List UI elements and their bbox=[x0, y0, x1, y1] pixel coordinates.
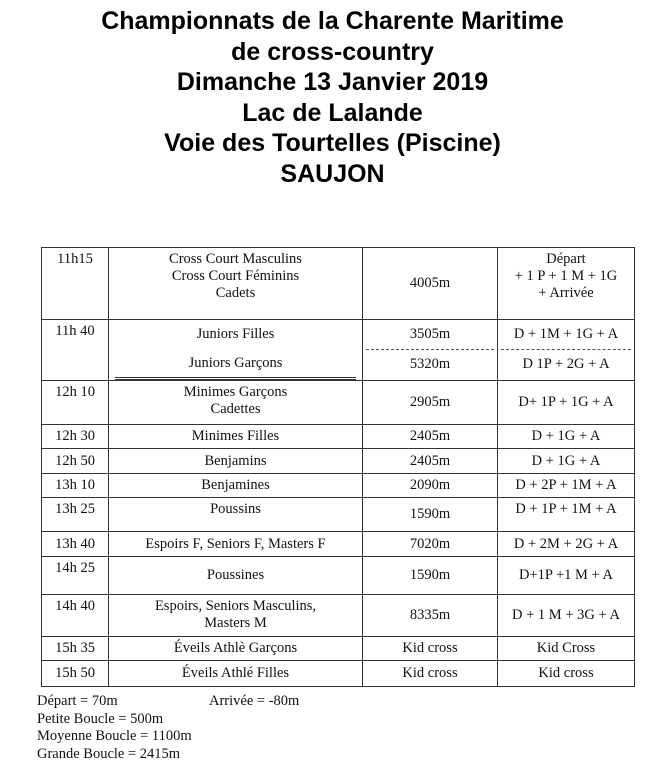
race-time: 12h 50 bbox=[42, 449, 109, 474]
legend-depart: Départ = 70m bbox=[37, 693, 118, 709]
schedule-table bbox=[41, 247, 635, 687]
race-category: Éveils Athlè Garçons bbox=[109, 637, 363, 661]
table-row bbox=[42, 557, 635, 595]
race-distance: 2405m bbox=[363, 425, 498, 449]
race-course: D + 2P + 1M + A bbox=[498, 474, 635, 498]
table-row bbox=[42, 637, 635, 661]
race-time: 15h 50 bbox=[42, 661, 109, 687]
table-row bbox=[42, 425, 635, 449]
race-distance: 2405m bbox=[363, 449, 498, 474]
race-distance: Kid cross bbox=[363, 637, 498, 661]
event-address: Voie des Tourtelles (Piscine) bbox=[164, 129, 501, 157]
race-time: 13h 25 bbox=[42, 498, 109, 532]
distance-value: 5320m bbox=[409, 355, 451, 372]
category-line: Poussins bbox=[210, 501, 261, 517]
race-time: 11h 40 bbox=[42, 320, 109, 381]
course-line: + 1 P + 1 M + 1G bbox=[514, 268, 618, 284]
category-line: Espoirs, Seniors Masculins, bbox=[154, 598, 317, 614]
legend-petite-boucle: Petite Boucle = 500m bbox=[37, 710, 164, 727]
document-title bbox=[0, 6, 665, 189]
course-line: D 1P + 2G + A bbox=[522, 355, 610, 372]
race-course: D+1P +1 M + A bbox=[498, 557, 635, 595]
race-distance: Kid cross bbox=[363, 661, 498, 687]
race-course: D + 2M + 2G + A bbox=[498, 532, 635, 557]
race-category bbox=[109, 248, 363, 320]
race-category: Benjamins bbox=[109, 449, 363, 474]
category-line: Juniors Filles bbox=[196, 326, 275, 342]
race-distance: 2905m bbox=[363, 381, 498, 425]
race-category: Éveils Athlé Filles bbox=[109, 661, 363, 687]
distance-legend bbox=[37, 693, 299, 763]
race-course: D + 1 M + 3G + A bbox=[498, 595, 635, 637]
table-row bbox=[42, 248, 635, 320]
table-row bbox=[42, 661, 635, 687]
event-venue: Lac de Lalande bbox=[242, 98, 423, 127]
race-distance: 1590m bbox=[363, 498, 498, 532]
legend-grande-boucle: Grande Boucle = 2415m bbox=[37, 745, 181, 762]
race-course bbox=[498, 248, 635, 320]
race-category: Minimes Filles bbox=[109, 425, 363, 449]
legend-arrivee: Arrivée = -80m bbox=[209, 693, 300, 709]
race-distance: 4005m bbox=[363, 248, 498, 320]
race-time: 12h 30 bbox=[42, 425, 109, 449]
category-line: Masters M bbox=[204, 615, 267, 631]
category-line: Cadets bbox=[215, 285, 256, 301]
race-course: D + 1G + A bbox=[498, 449, 635, 474]
category-line: Minimes Garçons bbox=[183, 384, 288, 400]
race-time: 14h 25 bbox=[42, 557, 109, 595]
course-line: + Arrivée bbox=[538, 285, 594, 301]
race-time: 11h15 bbox=[42, 248, 109, 320]
race-course: D + 1G + A bbox=[498, 425, 635, 449]
race-course: Kid Cross bbox=[498, 637, 635, 661]
race-course: Kid cross bbox=[498, 661, 635, 687]
race-time: 13h 40 bbox=[42, 532, 109, 557]
legend-moyenne-boucle: Moyenne Boucle = 1100m bbox=[37, 728, 192, 744]
course-line: D + 1P + 1M + A bbox=[515, 501, 617, 517]
race-category: Espoirs F, Seniors F, Masters F bbox=[109, 532, 363, 557]
race-category bbox=[109, 381, 363, 425]
title-line: de cross-country bbox=[231, 37, 434, 66]
category-line: Cross Court Masculins bbox=[169, 251, 302, 267]
table-row bbox=[42, 474, 635, 498]
race-category bbox=[109, 320, 363, 381]
distance-value: 3505m bbox=[409, 326, 451, 342]
table-row bbox=[42, 381, 635, 425]
event-date: Dimanche 13 Janvier 2019 bbox=[176, 68, 489, 96]
race-category bbox=[109, 595, 363, 637]
race-category: Poussines bbox=[109, 557, 363, 595]
category-line: Juniors Garçons bbox=[188, 354, 283, 371]
race-time: 14h 40 bbox=[42, 595, 109, 637]
race-category: Benjamines bbox=[109, 474, 363, 498]
race-course bbox=[498, 498, 635, 532]
race-distance: 2090m bbox=[363, 474, 498, 498]
race-time: 13h 10 bbox=[42, 474, 109, 498]
category-line: Cross Court Féminins bbox=[171, 268, 300, 284]
race-time: 12h 10 bbox=[42, 381, 109, 425]
table-row bbox=[42, 320, 635, 381]
course-line: D + 1M + 1G + A bbox=[513, 326, 619, 342]
table-row bbox=[42, 498, 635, 532]
title-line: Championnats de la Charente Maritime bbox=[101, 7, 564, 35]
table-row bbox=[42, 449, 635, 474]
event-city: SAUJON bbox=[280, 159, 385, 188]
race-category bbox=[109, 498, 363, 532]
table-row bbox=[42, 532, 635, 557]
race-distance: 8335m bbox=[363, 595, 498, 637]
category-line: Cadettes bbox=[210, 401, 261, 417]
table-row bbox=[42, 595, 635, 637]
race-course: D+ 1P + 1G + A bbox=[498, 381, 635, 425]
race-course bbox=[498, 320, 635, 381]
race-distance: 1590m bbox=[363, 557, 498, 595]
race-distance: 7020m bbox=[363, 532, 498, 557]
race-distance bbox=[363, 320, 498, 381]
course-line: Départ bbox=[546, 251, 586, 267]
race-time: 15h 35 bbox=[42, 637, 109, 661]
